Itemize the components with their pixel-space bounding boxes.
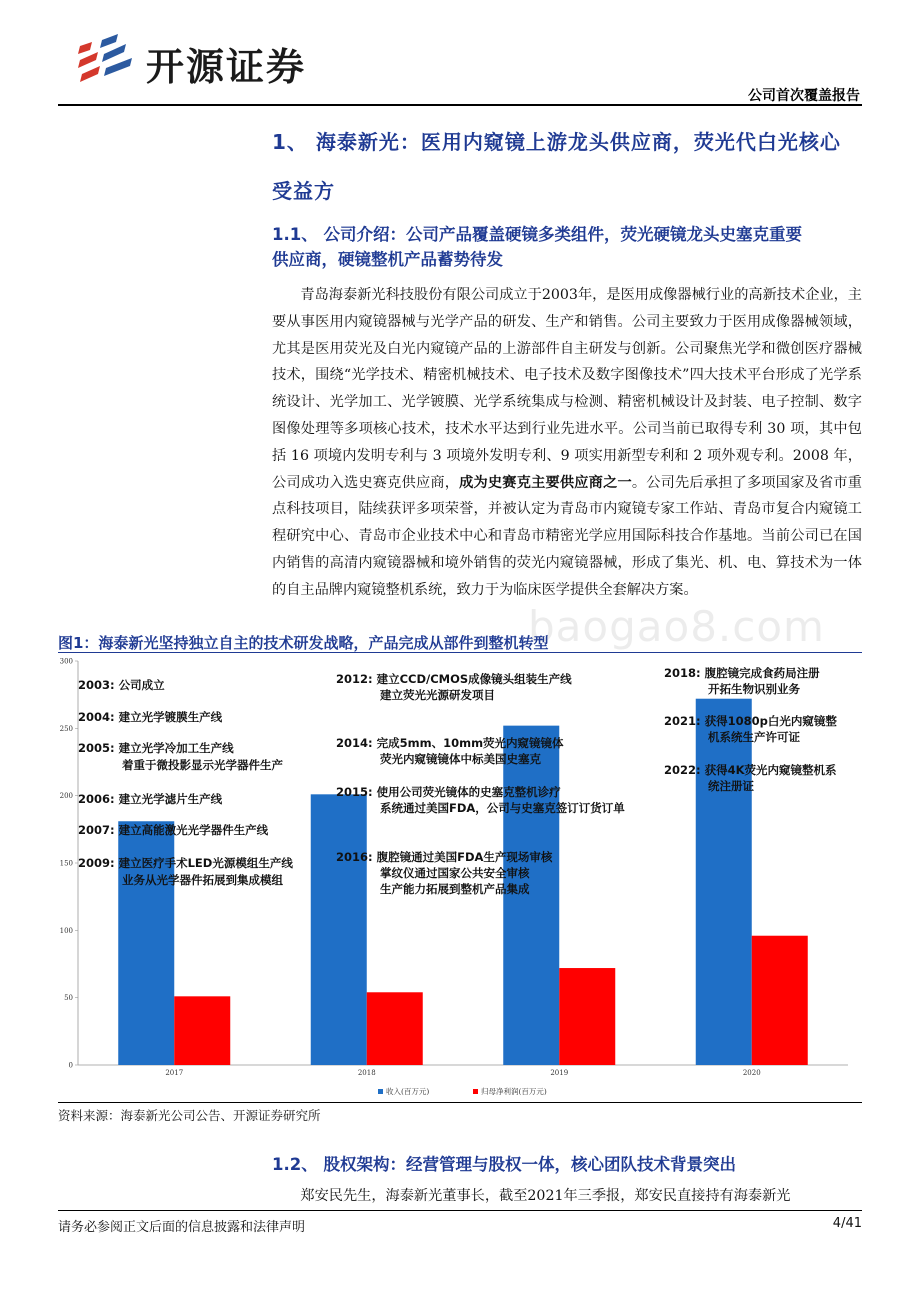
legend-swatch (378, 1089, 383, 1094)
figure1-bottom-rule (58, 1102, 862, 1103)
timeline-annotation: 统注册证 (708, 779, 754, 793)
header-divider (58, 104, 862, 106)
timeline-annotation: 2005: 建立光学冷加工生产线 (78, 741, 234, 755)
intro-text-part2: 。公司先后承担了多项国家及省市重点科技项目，陆续获评多项荣誉，并被认定为青岛市内窥镜专家工作站、青岛市复合内窥镜工程研究中心、青岛市企业技术中心和青岛市精密光学应用国际科技合作基地。当前公司已在国内销售的高清内窥镜器械和境外销售的荧光内窥镜器械，形成了集光、机、电、算技术为一体的自主品牌内窥镜整机系统，致力于为临床医学提供全套解决方案。 (272, 474, 862, 598)
section1-2-title: 1.2、 股权架构：经营管理与股权一体，核心团队技术背景突出 (272, 1155, 736, 1174)
brand-logo-icon (76, 32, 138, 82)
timeline-annotation: 2014: 完成5mm、10mm荧光内窥镜镜体 (336, 736, 564, 750)
x-tick-label: 2018 (357, 1069, 376, 1077)
figure1-source: 资料来源：海泰新光公司公告、开源证券研究所 (58, 1108, 321, 1123)
header (0, 0, 920, 110)
watermark: baogao8.com (528, 602, 825, 651)
intro-text-part1: 青岛海泰新光科技股份有限公司成立于2003年，是医用成像器械行业的高新技术企业，主要从事医用内窥镜器械与光学产品的研发、生产和销售。公司主要致力于医用成像器械领域，尤其是医用荧光及白光内窥镜产品的上游部件自主研发与创新。公司聚焦光学和微创医疗器械技术，围绕“光学技术、精密机械技术、电子技术及数字图像技术”四大技术平台形成了光学系统设计、光学加工、光学镀膜、光学系统集成与检测、精密机械设计及封装、电子控制、数字图像处理等多项核心技术，技术水平达到行业先进水平。公司当前已取得专利 30 项，其中包括 16 项境内发明专利与 3 项境外发明专利、9 项实用新型专利和 2 项外观专利。2008 年，公司成功入选史赛克供应商， (272, 287, 862, 491)
figure1-chart (58, 655, 862, 1100)
intro-text-bold: 成为史赛克主要供应商之一 (459, 474, 632, 491)
timeline-annotation: 2006: 建立光学滤片生产线 (78, 792, 223, 806)
net-profit-bar (752, 936, 808, 1065)
revenue-bar (311, 794, 367, 1065)
y-tick-label: 50 (64, 994, 73, 1003)
section1-title-line1: 1、 海泰新光：医用内窥镜上游龙头供应商，荧光代白光核心 (272, 130, 841, 154)
legend-label: 收入(百万元) (386, 1087, 430, 1096)
report-type: 公司首次覆盖报告 (748, 88, 860, 104)
x-tick-label: 2020 (742, 1069, 761, 1077)
timeline-annotation: 业务从光学器件拓展到集成模组 (122, 873, 283, 887)
timeline-annotation: 2021: 获得1080p白光内窥镜整 (664, 714, 837, 728)
y-tick-label: 150 (59, 859, 73, 868)
timeline-annotation: 2012: 建立CCD/CMOS成像镜头组装生产线 (336, 672, 572, 686)
timeline-annotation: 2016: 腹腔镜通过美国FDA生产现场审核 (336, 850, 553, 864)
brand-name: 开源证券 (146, 45, 307, 89)
legend-label: 归母净利润(百万元) (481, 1087, 547, 1096)
section1-1-title-line2: 供应商，硬镜整机产品蓄势待发 (272, 250, 503, 269)
net-profit-bar (174, 996, 230, 1065)
y-tick-label: 250 (59, 724, 73, 733)
timeline-annotation: 2003: 公司成立 (78, 678, 165, 692)
timeline-annotation: 2009: 建立医疗手术LED光源模组生产线 (78, 856, 293, 870)
net-profit-bar (367, 992, 423, 1065)
y-tick-label: 0 (68, 1061, 73, 1070)
timeline-annotation: 2015: 使用公司荧光镜体的史塞克整机诊疗 (336, 785, 561, 799)
legend-swatch (473, 1089, 478, 1094)
timeline-annotation: 开拓生物识别业务 (708, 682, 800, 696)
net-profit-bar (559, 968, 615, 1065)
revenue-bar (696, 699, 752, 1065)
section1-1-title-line1: 1.1、 公司介绍：公司产品覆盖硬镜多类组件，荧光硬镜龙头史塞克重要 (272, 225, 802, 244)
timeline-annotation: 掌纹仪通过国家公共安全审核 (380, 866, 530, 880)
section1-title-line2: 受益方 (272, 179, 335, 203)
y-tick-label: 100 (59, 926, 73, 935)
timeline-annotation: 机系统生产许可证 (708, 730, 800, 744)
timeline-annotation: 生产能力拓展到整机产品集成 (380, 882, 530, 896)
timeline-annotation: 着重于微投影显示光学器件生产 (122, 758, 283, 772)
timeline-annotation: 荧光内窥镜镜体中标美国史塞克 (380, 752, 541, 766)
figure1-title: 图1：海泰新光坚持独立自主的技术研发战略，产品完成从部件到整机转型 (58, 634, 549, 652)
footer-divider (58, 1210, 862, 1211)
section1-2-paragraph: 郑安民先生，海泰新光董事长，截至2021年三季报，郑安民直接持有海泰新光 (300, 1188, 791, 1204)
timeline-annotation: 2022: 获得4K荧光内窥镜整机系 (664, 763, 837, 777)
footer-disclaimer: 请务必参阅正文后面的信息披露和法律声明 (58, 1220, 306, 1235)
timeline-annotation: 2004: 建立光学镀膜生产线 (78, 710, 223, 724)
timeline-annotation: 系统通过美国FDA，公司与史塞克签订订货订单 (380, 801, 625, 815)
y-tick-label: 200 (59, 792, 73, 801)
figure1-top-rule (58, 652, 862, 653)
timeline-annotation: 建立荧光光源研发项目 (380, 688, 495, 702)
page-number: 4/41 (832, 1216, 862, 1231)
x-tick-label: 2019 (550, 1069, 569, 1077)
timeline-annotation: 2007: 建立高能激光光学器件生产线 (78, 823, 269, 837)
company-intro-paragraph (272, 282, 862, 604)
y-tick-label: 300 (59, 657, 73, 666)
x-tick-label: 2017 (165, 1069, 184, 1077)
timeline-annotation: 2018: 腹腔镜完成食药局注册 (664, 666, 820, 680)
